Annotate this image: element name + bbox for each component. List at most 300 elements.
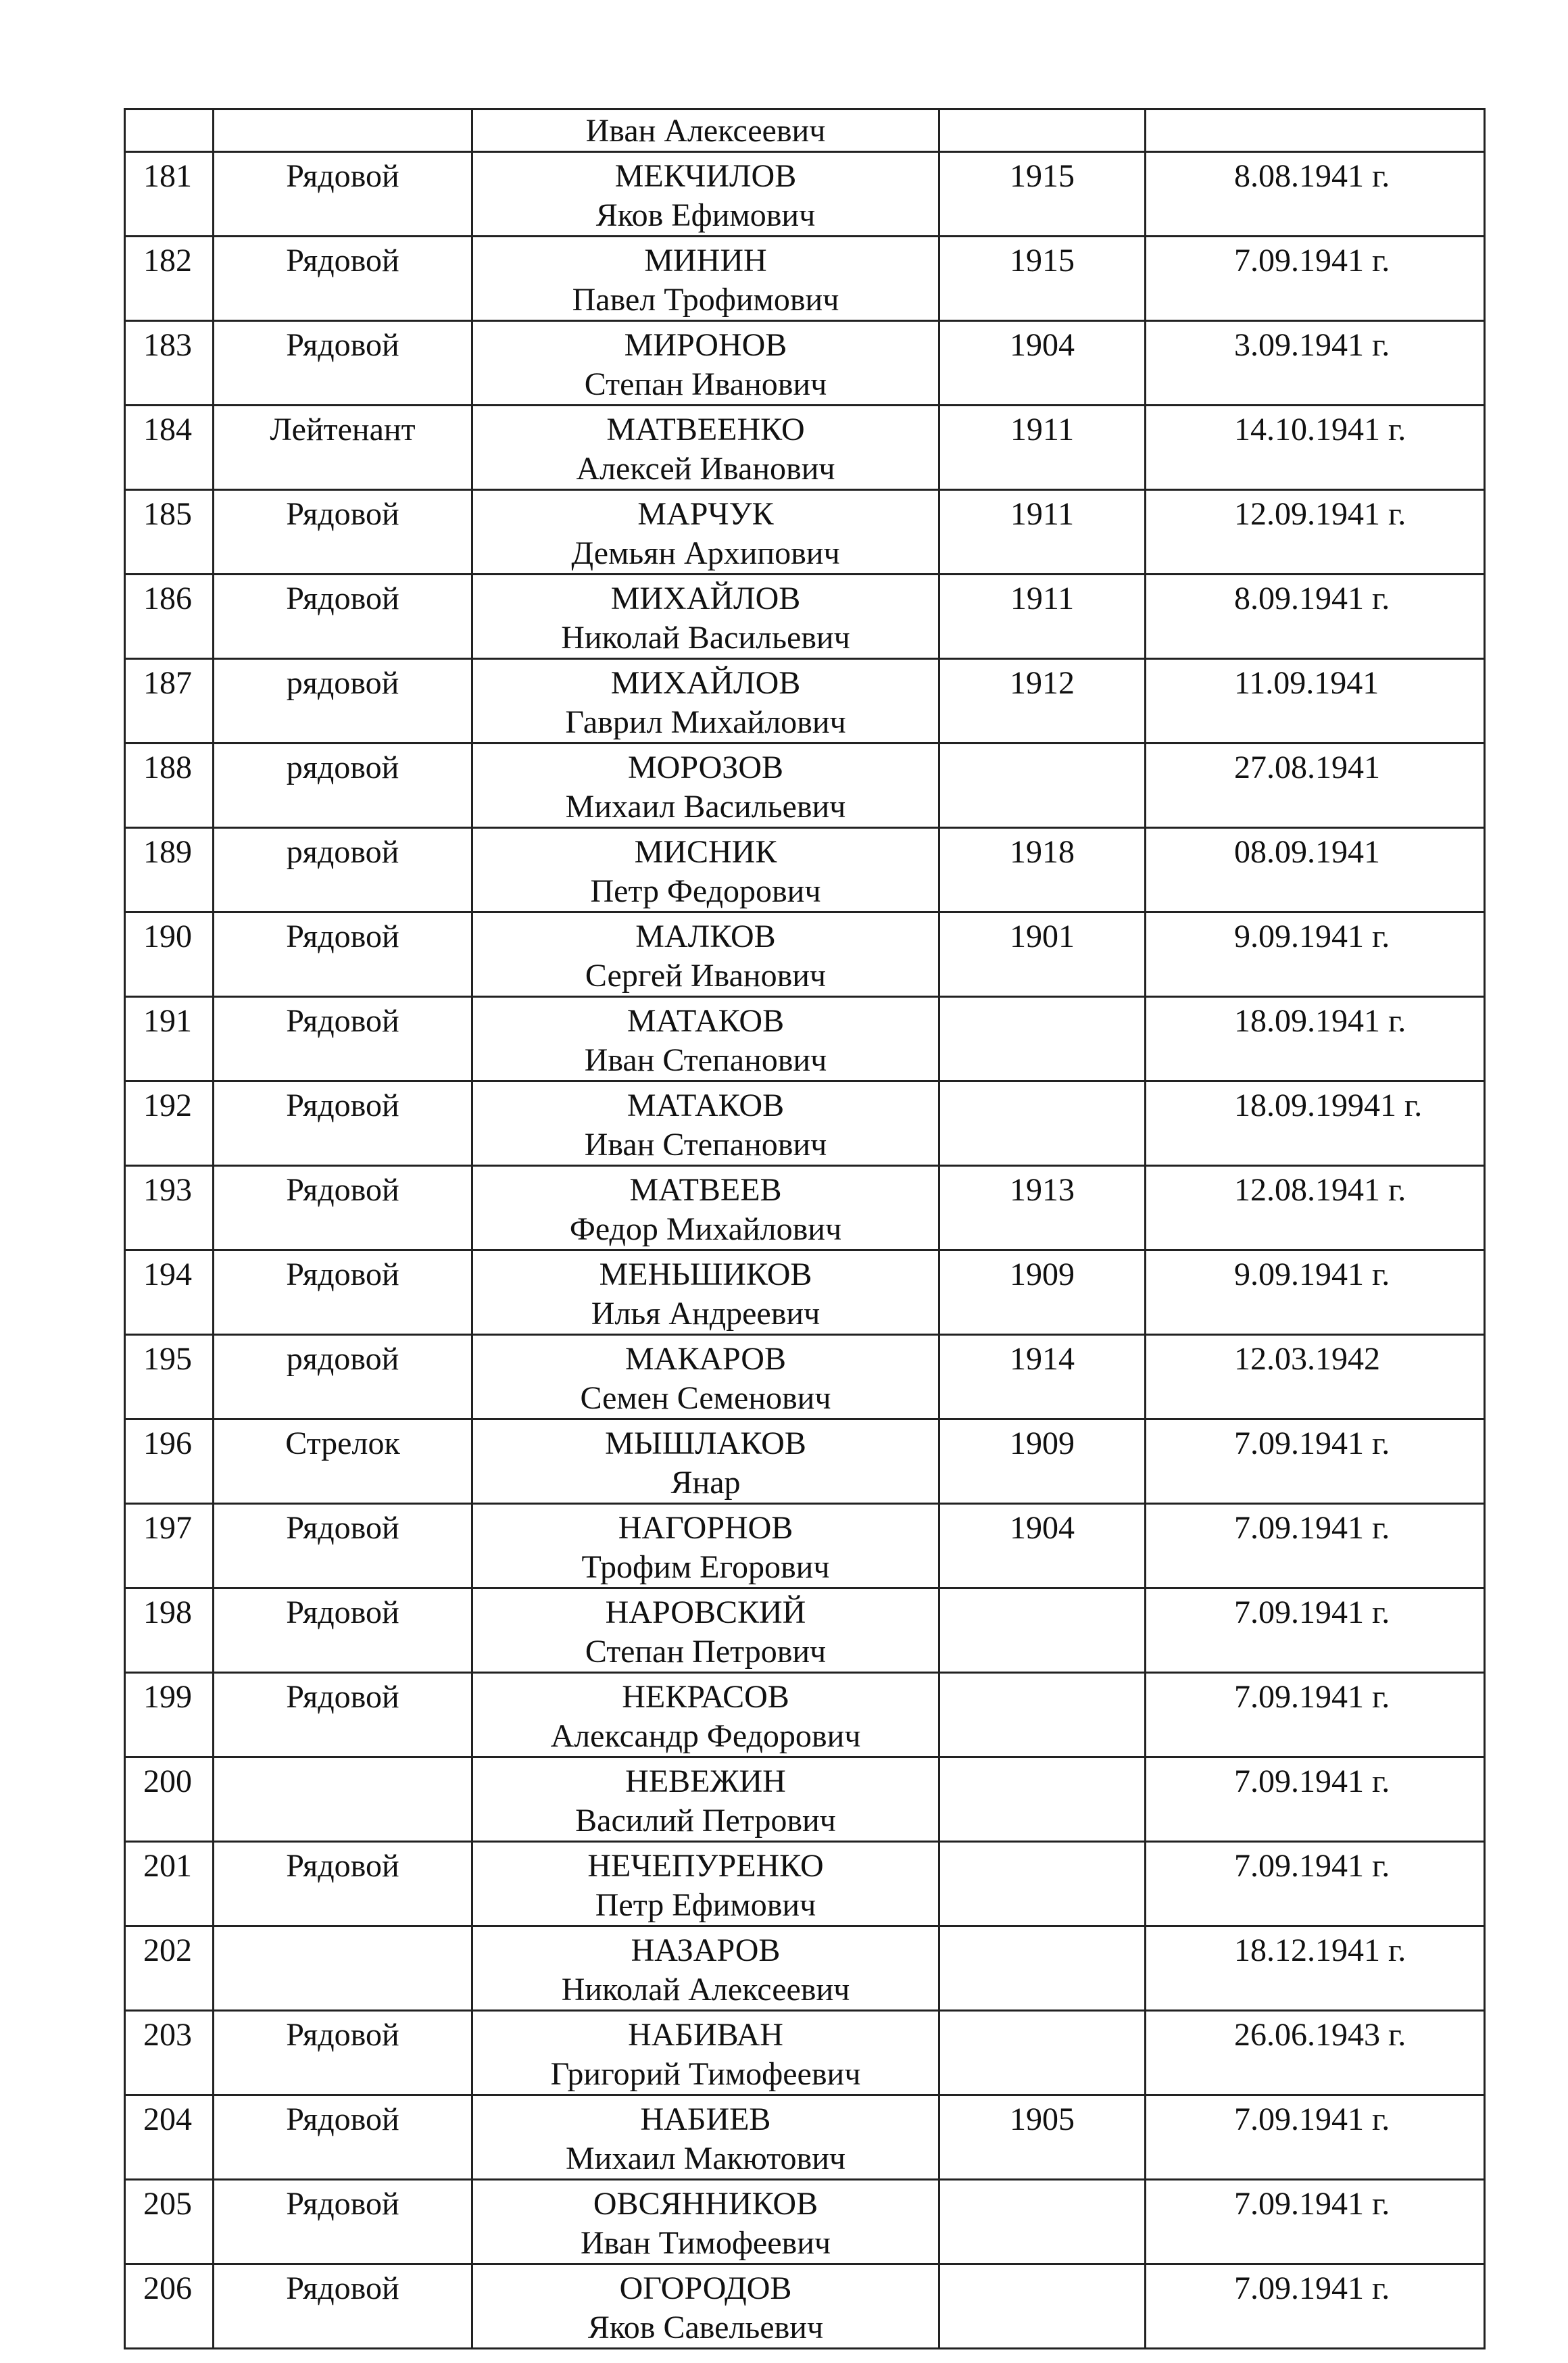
cell-number — [125, 659, 214, 744]
table-row — [125, 1757, 1485, 1842]
row-number: 192 — [143, 1088, 192, 1123]
cell-rank — [214, 2264, 472, 2349]
table-row — [125, 1588, 1485, 1673]
date: 27.08.1941 — [1234, 750, 1380, 785]
given-names: Иван Степанович — [584, 1127, 827, 1163]
cell-birth-year — [939, 109, 1146, 152]
birth-year — [940, 998, 1144, 1002]
given-names: Гаврил Михайлович — [565, 704, 846, 740]
cell-date — [1146, 1335, 1485, 1419]
surname: МАТВЕЕНКО — [606, 412, 805, 447]
cell-number — [125, 1926, 214, 2011]
row-number: 183 — [143, 327, 192, 363]
cell-rank — [214, 1504, 472, 1588]
given-names: Семен Семенович — [580, 1380, 831, 1416]
cell-number — [125, 2180, 214, 2264]
birth-year: 1911 — [1010, 581, 1075, 616]
date: 12.08.1941 г. — [1234, 1172, 1406, 1208]
date: 7.09.1941 г. — [1234, 1510, 1390, 1546]
birth-year — [940, 744, 1144, 748]
cell-name — [472, 321, 939, 406]
date: 7.09.1941 г. — [1234, 1594, 1390, 1630]
cell-number — [125, 912, 214, 997]
surname: НАРОВСКИЙ — [605, 1594, 806, 1630]
date: 7.09.1941 г. — [1234, 243, 1390, 278]
rank: Стрелок — [285, 1426, 400, 1461]
date: 9.09.1941 г. — [1234, 1257, 1390, 1292]
continuation-row — [125, 109, 1485, 152]
given-names: Степан Иванович — [584, 366, 827, 402]
cell-birth-year — [939, 490, 1146, 575]
cell-name — [472, 575, 939, 659]
cell-rank — [214, 912, 472, 997]
cell-name — [472, 2264, 939, 2349]
rank: Рядовой — [286, 1679, 399, 1715]
given-names: Александр Федорович — [550, 1718, 861, 1754]
cell-rank — [214, 2011, 472, 2095]
cell-rank — [214, 2095, 472, 2180]
row-number: 205 — [143, 2186, 192, 2222]
cell-date — [1146, 744, 1485, 828]
date: 18.09.1941 г. — [1234, 1003, 1406, 1039]
cell-birth-year — [939, 152, 1146, 237]
date: 7.09.1941 г. — [1234, 2270, 1390, 2306]
cell-date — [1146, 152, 1485, 237]
cell-name — [472, 406, 939, 490]
cell-date — [1146, 1250, 1485, 1335]
cell-date — [1146, 490, 1485, 575]
cell-date — [1146, 1757, 1485, 1842]
rank: Рядовой — [286, 2017, 399, 2053]
date: 26.06.1943 г. — [1234, 2017, 1406, 2053]
cell-name — [472, 828, 939, 912]
surname: НАБИЕВ — [640, 2101, 771, 2137]
date: 18.09.19941 г. — [1234, 1088, 1423, 1123]
cell-number — [125, 744, 214, 828]
cell-name — [472, 1504, 939, 1588]
cell-number — [125, 575, 214, 659]
cell-rank — [214, 744, 472, 828]
table-row — [125, 237, 1485, 321]
date: 7.09.1941 г. — [1234, 1679, 1390, 1715]
birth-year: 1913 — [1010, 1172, 1075, 1208]
cell-number — [125, 1842, 214, 1926]
birth-year — [940, 1674, 1144, 1678]
table-row — [125, 321, 1485, 406]
cell-date — [1146, 2264, 1485, 2349]
table-row — [125, 744, 1485, 828]
cell-name — [472, 490, 939, 575]
rank: рядовой — [286, 665, 399, 701]
rank: Рядовой — [286, 1510, 399, 1546]
cell-rank — [214, 1250, 472, 1335]
cell-name — [472, 1081, 939, 1166]
cell-number — [125, 152, 214, 237]
row-number: 204 — [143, 2101, 192, 2137]
cell-rank — [214, 1081, 472, 1166]
date: 8.09.1941 г. — [1234, 581, 1390, 616]
birth-year — [940, 1758, 1144, 1762]
birth-year: 1909 — [1010, 1257, 1075, 1292]
row-number: 189 — [143, 834, 192, 870]
surname: ОГОРОДОВ — [619, 2270, 792, 2306]
cell-name — [472, 2011, 939, 2095]
date: 7.09.1941 г. — [1234, 1848, 1390, 1884]
cell-date — [1146, 828, 1485, 912]
surname: МИСНИК — [634, 834, 777, 870]
cell-number — [125, 490, 214, 575]
cell-name — [472, 2095, 939, 2180]
row-number: 191 — [143, 1003, 192, 1039]
rank: Лейтенант — [270, 412, 416, 447]
cell-birth-year — [939, 2264, 1146, 2349]
table-row — [125, 152, 1485, 237]
surname: МАЛКОВ — [635, 919, 776, 954]
cell-name — [472, 1335, 939, 1419]
cell-rank — [214, 2180, 472, 2264]
date: 7.09.1941 г. — [1234, 1426, 1390, 1461]
birth-year — [940, 1589, 1144, 1593]
birth-year: 1905 — [1010, 2101, 1075, 2137]
cell-birth-year — [939, 2011, 1146, 2095]
cell-name — [472, 1419, 939, 1504]
cell-number — [125, 1673, 214, 1757]
cell-date — [1146, 321, 1485, 406]
given-names: Трофим Егорович — [581, 1549, 830, 1585]
cell-birth-year — [939, 321, 1146, 406]
cell-number — [125, 406, 214, 490]
birth-year: 1912 — [1010, 665, 1075, 701]
cell-rank — [214, 1419, 472, 1504]
cell-number — [125, 1081, 214, 1166]
birth-year: 1915 — [1010, 158, 1075, 194]
cell-name — [472, 1926, 939, 2011]
rank — [214, 1927, 471, 1931]
row-number: 184 — [143, 412, 192, 447]
table-row — [125, 1250, 1485, 1335]
cell-date — [1146, 659, 1485, 744]
surname: МЫШЛАКОВ — [605, 1426, 806, 1461]
cell-name — [472, 659, 939, 744]
cell-name — [472, 1842, 939, 1926]
surname: МИНИН — [644, 243, 767, 278]
row-number: 201 — [143, 1848, 192, 1884]
birth-year — [940, 1927, 1144, 1931]
surname: НАЗАРОВ — [631, 1932, 781, 1968]
row-number: 194 — [143, 1257, 192, 1292]
date: 7.09.1941 г. — [1234, 1763, 1390, 1799]
cell-number — [125, 321, 214, 406]
cell-birth-year — [939, 406, 1146, 490]
cell-name — [472, 1250, 939, 1335]
cell-number — [125, 1757, 214, 1842]
row-number: 182 — [143, 243, 192, 278]
table-row — [125, 490, 1485, 575]
cell-rank — [214, 659, 472, 744]
cell-date — [1146, 1673, 1485, 1757]
given-names: Иван Степанович — [584, 1042, 827, 1078]
rank: Рядовой — [286, 2270, 399, 2306]
cell-birth-year — [939, 237, 1146, 321]
surname: МАКАРОВ — [625, 1341, 786, 1377]
given-names: Степан Петрович — [585, 1634, 827, 1670]
given-names: Михаил Макютович — [565, 2141, 846, 2176]
cell-name — [472, 237, 939, 321]
surname: МАТАКОВ — [627, 1088, 785, 1123]
table-row — [125, 2095, 1485, 2180]
row-number: 190 — [143, 919, 192, 954]
cell-number — [125, 1250, 214, 1335]
rank: Рядовой — [286, 919, 399, 954]
row-number: 195 — [143, 1341, 192, 1377]
birth-year: 1911 — [1010, 412, 1075, 447]
cell-rank — [214, 1335, 472, 1419]
cell-date — [1146, 1419, 1485, 1504]
birth-year: 1914 — [1010, 1341, 1075, 1377]
date: 8.08.1941 г. — [1234, 158, 1390, 194]
table-row — [125, 1081, 1485, 1166]
cell-number — [125, 1166, 214, 1250]
cell-rank — [214, 152, 472, 237]
cell-rank — [214, 321, 472, 406]
rank: Рядовой — [286, 496, 399, 532]
date: 18.12.1941 г. — [1234, 1932, 1406, 1968]
cell-rank — [214, 828, 472, 912]
row-number: 203 — [143, 2017, 192, 2053]
birth-year — [940, 2012, 1144, 2016]
birth-year: 1909 — [1010, 1426, 1075, 1461]
given-names: Яков Савельевич — [587, 2310, 824, 2345]
birth-year: 1915 — [1010, 243, 1075, 278]
row-number: 206 — [143, 2270, 192, 2306]
birth-year: 1904 — [1010, 327, 1075, 363]
cell-birth-year — [939, 744, 1146, 828]
row-number: 186 — [143, 581, 192, 616]
cell-name — [472, 997, 939, 1081]
given-names: Иван Алексеевич — [585, 113, 826, 149]
cell-number — [125, 828, 214, 912]
cell-date — [1146, 2011, 1485, 2095]
rank: Рядовой — [286, 1848, 399, 1884]
date: 08.09.1941 — [1234, 834, 1380, 870]
table-row — [125, 1335, 1485, 1419]
cell-date — [1146, 575, 1485, 659]
cell-name — [472, 1588, 939, 1673]
rank: Рядовой — [286, 2186, 399, 2222]
surname: НАБИВАН — [628, 2017, 783, 2053]
surname: МИХАЙЛОВ — [610, 665, 801, 701]
given-names: Алексей Иванович — [576, 451, 835, 487]
rank: Рядовой — [286, 1172, 399, 1208]
row-number: 188 — [143, 750, 192, 785]
birth-year: 1911 — [1010, 496, 1075, 532]
cell-rank — [214, 490, 472, 575]
given-names: Янар — [670, 1465, 741, 1501]
cell-date — [1146, 1842, 1485, 1926]
given-names: Федор Михайлович — [569, 1211, 842, 1247]
surname: ОВСЯННИКОВ — [593, 2186, 818, 2222]
cell-rank — [214, 237, 472, 321]
cell-date — [1146, 1588, 1485, 1673]
row-number: 198 — [143, 1594, 192, 1630]
cell-number — [125, 1419, 214, 1504]
table-row — [125, 1673, 1485, 1757]
cell-rank — [214, 1926, 472, 2011]
cell-name — [472, 1757, 939, 1842]
surname: НЕКРАСОВ — [622, 1679, 789, 1715]
cell-birth-year — [939, 912, 1146, 997]
surname: МИРОНОВ — [624, 327, 787, 363]
given-names: Илья Андреевич — [591, 1296, 820, 1332]
row-number: 202 — [143, 1932, 192, 1968]
surname: НЕЧЕПУРЕНКО — [587, 1848, 824, 1884]
cell-number — [125, 109, 214, 152]
cell-rank — [214, 406, 472, 490]
cell-name — [472, 744, 939, 828]
cell-birth-year — [939, 1081, 1146, 1166]
date: 7.09.1941 г. — [1234, 2101, 1390, 2137]
given-names: Павел Трофимович — [572, 282, 839, 318]
cell-rank — [214, 1588, 472, 1673]
cell-rank — [214, 1757, 472, 1842]
given-names: Демьян Архипович — [571, 535, 840, 571]
table-row — [125, 2011, 1485, 2095]
cell-date — [1146, 1166, 1485, 1250]
roster-body — [125, 109, 1485, 2349]
cell-date — [1146, 109, 1485, 152]
cell-date — [1146, 1081, 1485, 1166]
cell-date — [1146, 1926, 1485, 2011]
cell-date — [1146, 912, 1485, 997]
surname: МАТАКОВ — [627, 1003, 785, 1039]
table-row — [125, 2180, 1485, 2264]
table-row — [125, 1166, 1485, 1250]
table-row — [125, 1926, 1485, 2011]
given-names: Николай Алексеевич — [561, 1972, 850, 2007]
cell-date — [1146, 1504, 1485, 1588]
row-number: 196 — [143, 1426, 192, 1461]
cell-birth-year — [939, 1335, 1146, 1419]
date: 9.09.1941 г. — [1234, 919, 1390, 954]
cell-name — [472, 109, 939, 152]
cell-rank — [214, 997, 472, 1081]
cell-number — [125, 2264, 214, 2349]
row-number: 181 — [143, 158, 192, 194]
cell-name — [472, 1673, 939, 1757]
cell-birth-year — [939, 1673, 1146, 1757]
table-row — [125, 406, 1485, 490]
cell-birth-year — [939, 1926, 1146, 2011]
cell-rank — [214, 1842, 472, 1926]
row-number: 185 — [143, 496, 192, 532]
cell-rank — [214, 575, 472, 659]
table-row — [125, 1842, 1485, 1926]
cell-rank — [214, 109, 472, 152]
rank: Рядовой — [286, 2101, 399, 2137]
row-number: 200 — [143, 1763, 192, 1799]
cell-birth-year — [939, 1166, 1146, 1250]
rank: Рядовой — [286, 1257, 399, 1292]
cell-number — [125, 997, 214, 1081]
cell-birth-year — [939, 2180, 1146, 2264]
rank: Рядовой — [286, 1003, 399, 1039]
surname: НЕВЕЖИН — [625, 1763, 786, 1799]
given-names: Николай Васильевич — [561, 620, 850, 656]
birth-year — [940, 2265, 1144, 2269]
table-row — [125, 659, 1485, 744]
cell-number — [125, 237, 214, 321]
rank: рядовой — [286, 1341, 399, 1377]
date: 14.10.1941 г. — [1234, 412, 1406, 447]
birth-year: 1918 — [1010, 834, 1075, 870]
date: 11.09.1941 — [1234, 665, 1379, 701]
rank: Рядовой — [286, 581, 399, 616]
rank: рядовой — [286, 750, 399, 785]
given-names: Яков Ефимович — [595, 197, 816, 233]
surname: МАТВЕЕВ — [629, 1172, 782, 1208]
date: 12.09.1941 г. — [1234, 496, 1406, 532]
cell-name — [472, 152, 939, 237]
surname: МЕНЬШИКОВ — [599, 1257, 812, 1292]
rank — [214, 1758, 471, 1762]
cell-name — [472, 1166, 939, 1250]
roster-table — [124, 108, 1486, 2349]
cell-birth-year — [939, 1419, 1146, 1504]
row-number: 187 — [143, 665, 192, 701]
rank: Рядовой — [286, 1594, 399, 1630]
cell-number — [125, 1335, 214, 1419]
date: 7.09.1941 г. — [1234, 2186, 1390, 2222]
birth-year: 1904 — [1010, 1510, 1075, 1546]
given-names: Сергей Иванович — [585, 958, 827, 994]
cell-birth-year — [939, 1588, 1146, 1673]
cell-number — [125, 1588, 214, 1673]
birth-year: 1901 — [1010, 919, 1075, 954]
cell-number — [125, 2011, 214, 2095]
date: 12.03.1942 — [1234, 1341, 1380, 1377]
rank: рядовой — [286, 834, 399, 870]
table-row — [125, 828, 1485, 912]
cell-birth-year — [939, 1842, 1146, 1926]
table-row — [125, 997, 1485, 1081]
cell-birth-year — [939, 575, 1146, 659]
cell-birth-year — [939, 1250, 1146, 1335]
cell-rank — [214, 1673, 472, 1757]
cell-name — [472, 912, 939, 997]
row-number: 193 — [143, 1172, 192, 1208]
rank: Рядовой — [286, 158, 399, 194]
rank: Рядовой — [286, 243, 399, 278]
surname: МОРОЗОВ — [627, 750, 783, 785]
given-names: Петр Федорович — [590, 873, 821, 909]
cell-birth-year — [939, 828, 1146, 912]
given-names: Иван Тимофеевич — [580, 2225, 831, 2261]
given-names: Григорий Тимофеевич — [550, 2056, 861, 2092]
date: 3.09.1941 г. — [1234, 327, 1390, 363]
cell-birth-year — [939, 1504, 1146, 1588]
given-names: Михаил Васильевич — [565, 789, 846, 825]
table-row — [125, 1419, 1485, 1504]
birth-year — [940, 1843, 1144, 1847]
rank: Рядовой — [286, 1088, 399, 1123]
table-row — [125, 575, 1485, 659]
birth-year — [940, 1082, 1144, 1086]
given-names: Петр Ефимович — [595, 1887, 816, 1923]
cell-birth-year — [939, 1757, 1146, 1842]
surname: МИХАЙЛОВ — [610, 581, 801, 616]
cell-name — [472, 2180, 939, 2264]
given-names: Василий Петрович — [575, 1803, 836, 1838]
